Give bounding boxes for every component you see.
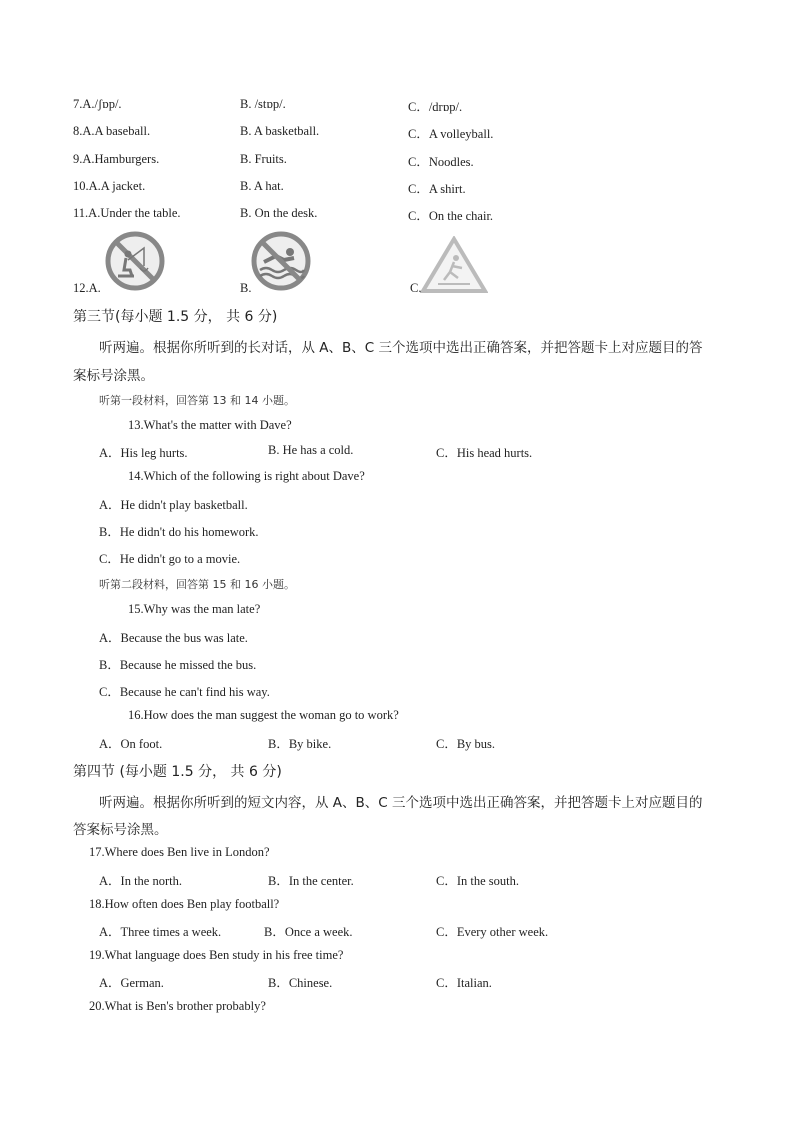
- q14-option-a: A．He didn't play basketball.: [99, 498, 248, 512]
- q8-option-c: C．A volleyball.: [408, 127, 494, 141]
- q18-option-a: A．Three times a week.: [99, 925, 222, 939]
- q16-option-c: C．By bus.: [436, 737, 496, 751]
- q13-option-a: A．His leg hurts.: [99, 446, 188, 460]
- q17-option-b: B．In the center.: [268, 874, 354, 888]
- q10-option-b: B. A hat.: [240, 179, 284, 193]
- q17-option-c: C．In the south.: [436, 874, 519, 888]
- q14-option-c: C．He didn't go to a movie.: [99, 552, 241, 566]
- q10-option-c: C．A shirt.: [408, 182, 466, 196]
- q14-option-b: B．He didn't do his homework.: [99, 525, 259, 539]
- section3-note-passage2: 听第二段材料，回答第 15 和 16 小题。: [99, 578, 295, 591]
- q9-option-c: C．Noodles.: [408, 155, 474, 169]
- q12-option-a: 12.A.: [73, 281, 101, 295]
- no-swimming-icon: [250, 230, 312, 292]
- q9-option-a: 9.A.Hamburgers.: [73, 152, 160, 166]
- q14-stem: 14.Which of the following is right about Dave?: [128, 469, 365, 483]
- slippery-warning-icon: [420, 236, 488, 294]
- q19-option-c: C．Italian.: [436, 976, 492, 990]
- q19-stem: 19.What language does Ben study in his free time?: [89, 948, 344, 962]
- section3-note-passage1: 听第一段材料，回答第 13 和 14 小题。: [99, 394, 295, 407]
- q18-option-c: C．Every other week.: [436, 925, 549, 939]
- q20-stem: 20.What is Ben's brother probably?: [89, 999, 266, 1013]
- q16-option-a: A．On foot.: [99, 737, 163, 751]
- q10-option-a: 10.A.A jacket.: [73, 179, 146, 193]
- q7-option-c: C．/drɒp/.: [408, 100, 463, 114]
- q18-option-b: B．Once a week.: [264, 925, 353, 939]
- q15-option-b: B．Because he missed the bus.: [99, 658, 257, 672]
- section3-instruction-line2: 案标号涂黑。: [73, 368, 154, 384]
- q15-stem: 15.Why was the man late?: [128, 602, 261, 616]
- q11-option-b: B. On the desk.: [240, 206, 318, 220]
- q9-option-b: B. Fruits.: [240, 152, 287, 166]
- section3-title: 第三节(每小题 1.5 分， 共 6 分): [73, 309, 278, 325]
- q8-option-b: B. A basketball.: [240, 124, 320, 138]
- q7-option-b: B. /stɒp/.: [240, 97, 286, 111]
- q15-option-c: C．Because he can't find his way.: [99, 685, 270, 699]
- q13-option-b: B. He has a cold.: [268, 443, 354, 457]
- q16-option-b: B．By bike.: [268, 737, 332, 751]
- section4-title: 第四节 (每小题 1.5 分， 共 6 分): [73, 764, 282, 780]
- q19-option-b: B．Chinese.: [268, 976, 333, 990]
- q12-option-c: C.: [410, 281, 422, 295]
- no-fishing-icon: [104, 230, 166, 292]
- q15-option-a: A．Because the bus was late.: [99, 631, 248, 645]
- q11-option-c: C．On the chair.: [408, 209, 494, 223]
- section4-instruction-line1: 听两遍。根据你所听到的短文内容，从 A、B、C 三个选项中选出正确答案，并把答题卡上对应题目的: [99, 795, 703, 811]
- section3-instruction-line1: 听两遍。根据你所听到的长对话，从 A、B、C 三个选项中选出正确答案，并把答题卡上对应题目的答: [99, 340, 703, 356]
- q16-stem: 16.How does the man suggest the woman go to work?: [128, 708, 399, 722]
- q11-option-a: 11.A.Under the table.: [73, 206, 181, 220]
- q13-stem: 13.What's the matter with Dave?: [128, 418, 292, 432]
- q18-stem: 18.How often does Ben play football?: [89, 897, 280, 911]
- q12-option-b: B.: [240, 281, 252, 295]
- q7-option-a: 7.A./ʃɒp/.: [73, 97, 122, 111]
- q17-stem: 17.Where does Ben live in London?: [89, 845, 270, 859]
- section4-instruction-line2: 答案标号涂黑。: [73, 822, 168, 838]
- q13-option-c: C．His head hurts.: [436, 446, 533, 460]
- q8-option-a: 8.A.A baseball.: [73, 124, 151, 138]
- q17-option-a: A．In the north.: [99, 874, 182, 888]
- q19-option-a: A．German.: [99, 976, 164, 990]
